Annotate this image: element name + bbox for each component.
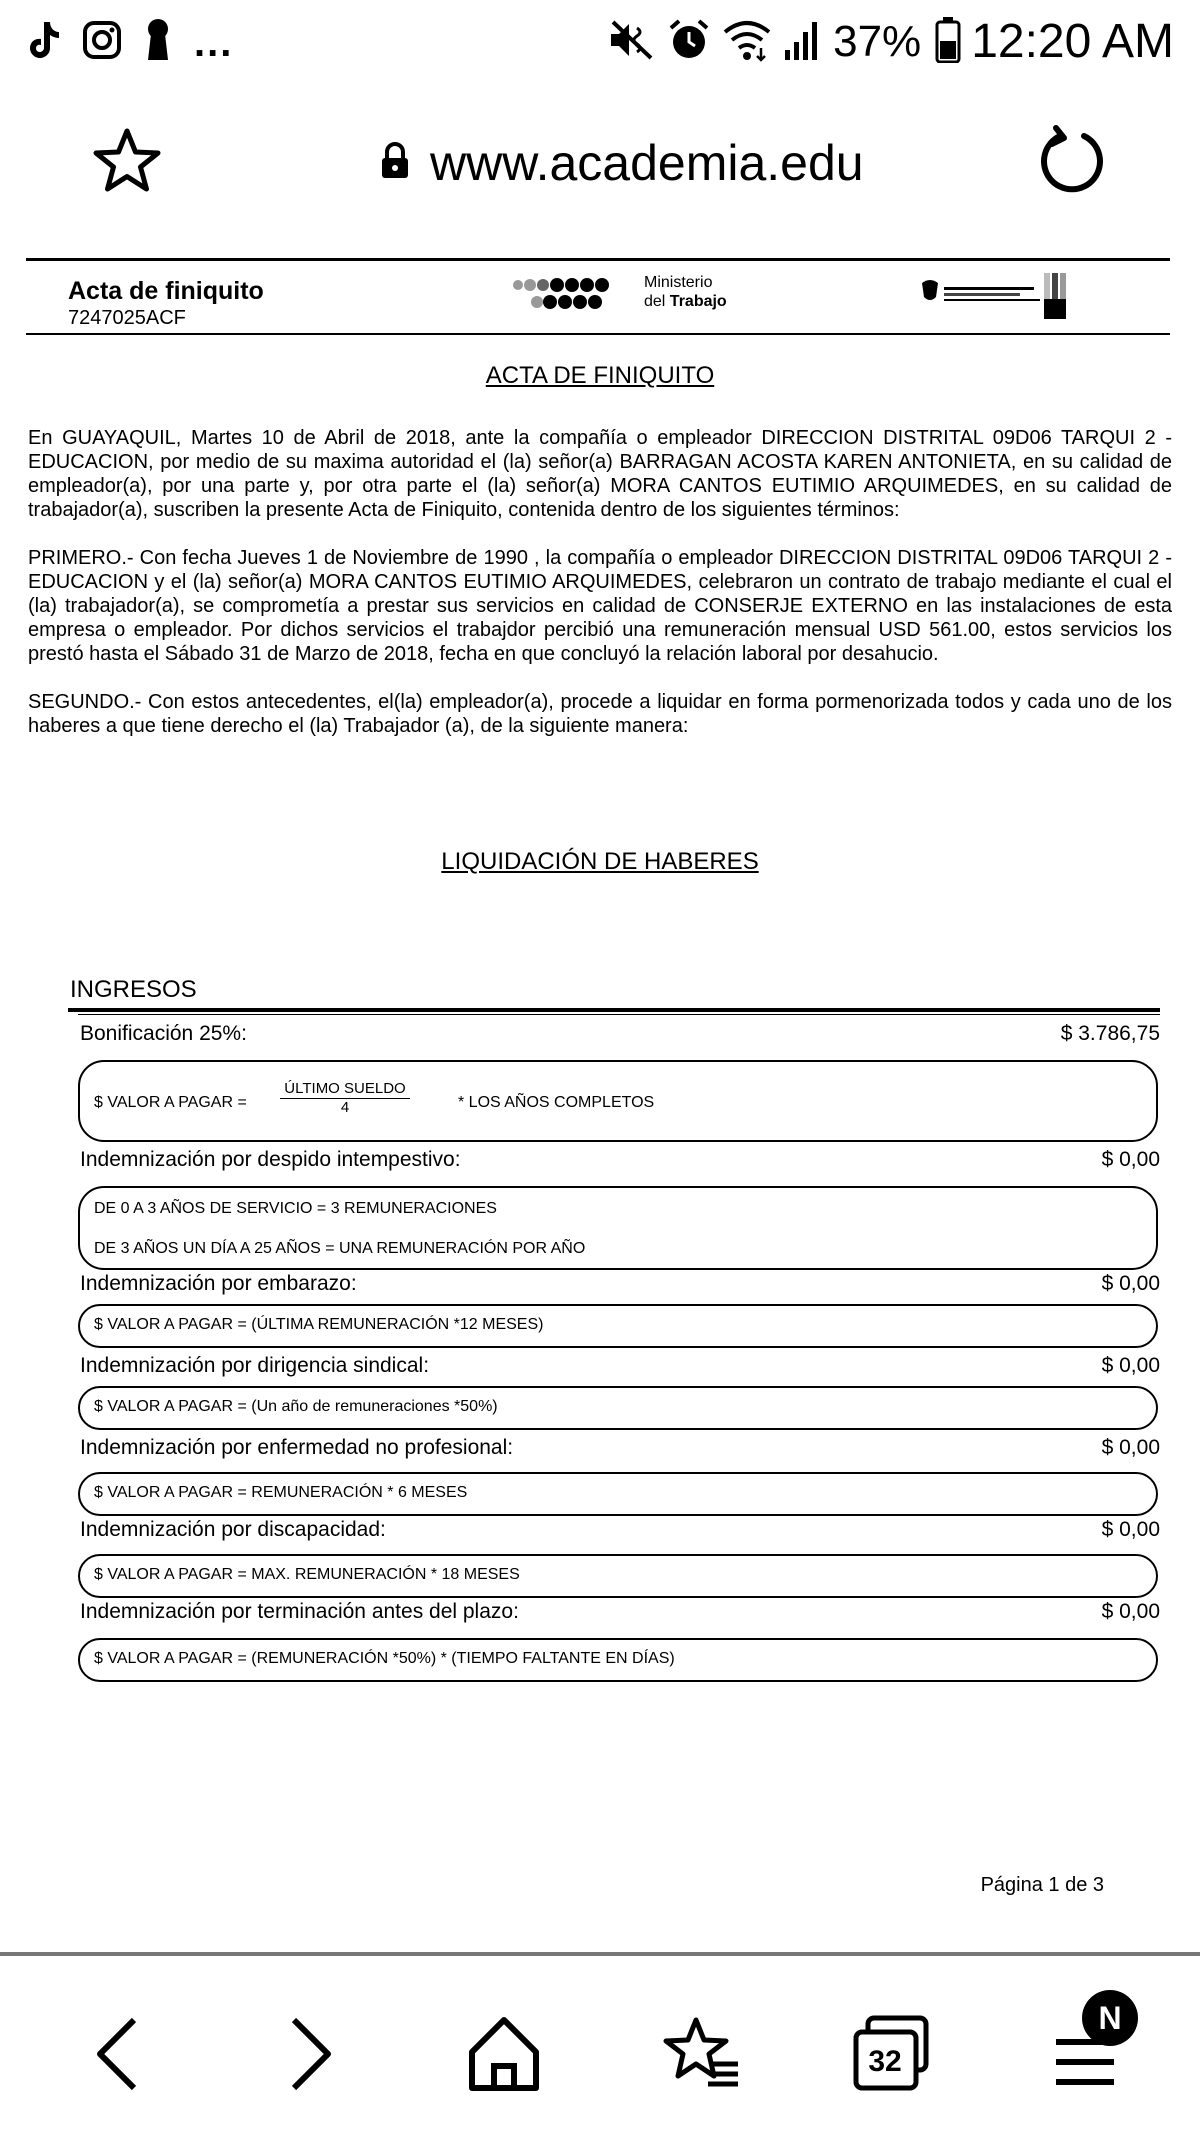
home-button[interactable] <box>466 2014 556 2104</box>
document-header <box>26 258 1170 335</box>
tabs-count: 32 <box>868 2045 902 2078</box>
government-seal-icon <box>914 271 1094 321</box>
forward-button[interactable] <box>282 2014 372 2104</box>
formula-line: $ VALOR A PAGAR = MAX. REMUNERACIÓN * 18 MESES <box>94 1566 520 1583</box>
battery-icon <box>935 17 961 68</box>
keyhole-icon <box>144 18 172 67</box>
address-bar[interactable] <box>380 130 864 196</box>
income-amount: $ 0,00 <box>1101 1148 1160 1171</box>
bookmarks-star-list-icon <box>662 2014 742 2094</box>
bottom-navigation <box>0 1956 1200 2133</box>
liquidacion-title: LIQUIDACIÓN DE HABERES <box>441 848 759 875</box>
status-bar <box>0 0 1200 84</box>
page-number: Página 1 de 3 <box>980 1874 1104 1896</box>
income-label: Bonificación 25%: <box>80 1022 247 1045</box>
income-label: Indemnización por dirigencia sindical: <box>80 1354 430 1377</box>
ingresos-divider <box>68 1008 1160 1012</box>
document-header-title: Acta de finiquito <box>68 277 264 305</box>
income-label: Indemnización por terminación antes del plazo: <box>80 1600 519 1623</box>
battery-percent: 37% <box>833 17 922 66</box>
formula-box-discapacidad <box>78 1554 1158 1598</box>
fraction-denominator: 4 <box>340 1099 350 1116</box>
income-amount: $ 3.786,75 <box>1060 1022 1160 1045</box>
income-amount: $ 0,00 <box>1101 1600 1160 1623</box>
menu-button[interactable] <box>1052 2000 1142 2104</box>
income-amount: $ 0,00 <box>1101 1272 1160 1295</box>
document-title: ACTA DE FINIQUITO <box>485 362 715 389</box>
document-page <box>0 250 1200 1950</box>
back-button[interactable] <box>90 2014 180 2104</box>
formula-box-bonificacion <box>78 1060 1158 1142</box>
ministry-name <box>644 273 727 311</box>
formula-box-despido <box>78 1186 1158 1270</box>
url-text: www.academia.edu <box>430 135 864 191</box>
ministry-line1: Ministerio <box>644 274 713 291</box>
document-code: 7247025ACF <box>68 307 186 329</box>
formula-line: DE 0 A 3 AÑOS DE SERVICIO = 3 REMUNERACIONES <box>94 1200 497 1217</box>
instagram-icon <box>82 20 122 65</box>
paragraph-intro: En GUAYAQUIL, Martes 10 de Abril de 2018, ante la compañía o empleador DIRECCION DISTRITAL 09D06 TARQUI 2 - EDUCACION, por medio de su maxima autoridad el (la) señor(a) BARRAGAN ACOSTA KAREN ANTONIETA, en su calidad de empleador(a), por una parte y, por otra parte el (la) señor(a) MORA CANTOS EUTIMIO ARQUIMEDES, en su calidad de trabajador(a), suscriben la presente Acta de Finiquito, contenida dentro de los siguientes términos: <box>28 427 1172 521</box>
signal-icon <box>783 18 823 67</box>
paragraph-segundo: SEGUNDO.- Con estos antecedentes, el(la) empleador(a), procede a liquidar en forma pormenorizada todos y cada uno de los haberes a que tiene derecho el (la) Trabajador (a), de la siguiente manera: <box>28 691 1172 737</box>
tiktok-icon <box>26 20 60 65</box>
tabs-button[interactable] <box>852 2014 942 2104</box>
ministry-logo-dots-icon <box>510 275 640 315</box>
formula-line: DE 3 AÑOS UN DÍA A 25 AÑOS = UNA REMUNERACIÓN POR AÑO <box>94 1240 586 1257</box>
formula-fraction <box>280 1080 410 1116</box>
paragraph-primero: PRIMERO.- Con fecha Jueves 1 de Noviembre de 1990 , la compañía o empleador DIRECCION DISTRITAL 09D06 TARQUI 2 - EDUCACION y el (la) señor(a) MORA CANTOS EUTIMIO ARQUIMEDES, celebraron un contrato de trabajo mediante el cual el (la) trabajador(a), se comprometía a prestar sus servicios en calidad de CONSERJE EXTERNO en las instalaciones de esta empresa o empleador. Por dichos servicios el trabajdor percibió una remuneración mensual USD 561.00, estos servicios los prestó hasta el Sábado 31 de Marzo de 2018, fecha en que concluyó la relación laboral por desahucio. <box>28 547 1172 665</box>
income-amount: $ 0,00 <box>1101 1518 1160 1541</box>
formula-prefix: $ VALOR A PAGAR = <box>94 1094 247 1111</box>
formula-box-terminacion <box>78 1638 1158 1682</box>
income-label: Indemnización por embarazo: <box>80 1272 357 1295</box>
chevron-left-icon <box>90 2014 146 2094</box>
formula-box-enfermedad <box>78 1472 1158 1516</box>
mute-icon <box>607 18 657 67</box>
notification-badge: N <box>1082 1990 1138 2046</box>
formula-line: $ VALOR A PAGAR = (Un año de remuneraciones *50%) <box>94 1398 498 1415</box>
more-notifications: ... <box>194 20 234 65</box>
clock-time: 12:20 AM <box>971 15 1174 68</box>
bookmarks-button[interactable] <box>662 2014 752 2104</box>
formula-box-dirigencia <box>78 1386 1158 1430</box>
wifi-icon <box>721 18 773 67</box>
income-amount: $ 0,00 <box>1101 1436 1160 1459</box>
reload-icon[interactable] <box>1036 124 1108 196</box>
ingresos-divider-thin <box>78 1014 1160 1015</box>
bookmark-star-icon[interactable] <box>92 126 162 196</box>
home-icon <box>466 2014 542 2094</box>
ingresos-heading: INGRESOS <box>70 976 197 1003</box>
browser-toolbar <box>0 104 1200 220</box>
income-label: Indemnización por despido intempestivo: <box>80 1148 461 1171</box>
alarm-icon <box>667 18 711 67</box>
formula-line: $ VALOR A PAGAR = (REMUNERACIÓN *50%) * (TIEMPO FALTANTE EN DÍAS) <box>94 1650 675 1667</box>
fraction-numerator: ÚLTIMO SUELDO <box>280 1080 410 1099</box>
ministry-line2: del Trabajo <box>644 293 727 310</box>
income-label: Indemnización por discapacidad: <box>80 1518 386 1541</box>
income-label: Indemnización por enfermedad no profesional: <box>80 1436 514 1459</box>
lock-icon <box>380 142 410 185</box>
formula-suffix: * LOS AÑOS COMPLETOS <box>458 1094 655 1111</box>
formula-box-embarazo <box>78 1304 1158 1348</box>
formula-line: $ VALOR A PAGAR = REMUNERACIÓN * 6 MESES <box>94 1484 468 1501</box>
chevron-right-icon <box>282 2014 338 2094</box>
income-amount: $ 0,00 <box>1101 1354 1160 1377</box>
formula-line: $ VALOR A PAGAR = (ÚLTIMA REMUNERACIÓN *12 MESES) <box>94 1316 544 1333</box>
